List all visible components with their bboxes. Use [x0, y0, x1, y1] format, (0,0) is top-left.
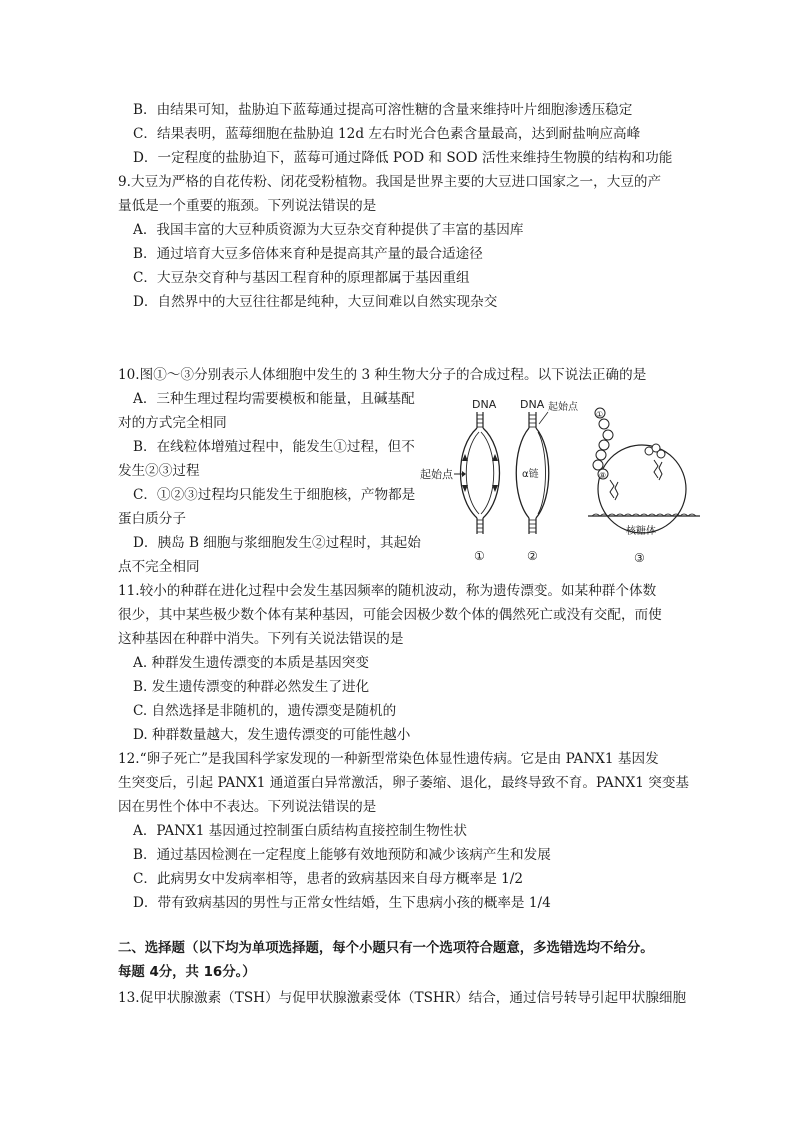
panel-label-1: ①	[474, 549, 485, 563]
panel-label-2: ②	[527, 549, 538, 563]
q10-stem: 10.图①～③分别表示人体细胞中发生的 3 种生物大分子的合成过程。以下说法正确的是	[118, 367, 647, 383]
panel-2-transcription	[516, 398, 579, 563]
q8-option-d: D．一定程度的盐胁迫下，蓝莓可通过降低 POD 和 SOD 活性来维持生物膜的结构和功能	[133, 150, 673, 166]
q12-stem-line-3: 因在男性个体中不表达。下列说法错误的是	[118, 799, 377, 815]
q13-stem-line-1: 13.促甲状腺激素（TSH）与促甲状腺激素受体（TSHR）结合，通过信号转导引起甲状腺细胞	[118, 990, 687, 1006]
q12-option-a: A．PANX1 基因通过控制蛋白质结构直接控制生物性状	[133, 823, 467, 839]
q9-stem-line-2: 量低是一个重要的瓶颈。下列说法错误的是	[118, 198, 377, 214]
q11-stem-line-1: 11.较小的种群在进化过程中会发生基因频率的随机波动，称为遗传漂变。如某种群个体数	[118, 583, 657, 599]
q9-option-b: B．通过培育大豆多倍体来育种是提高其产量的最合适途径	[133, 246, 483, 262]
q12-stem-line-2: 生突变后，引起 PANX1 通道蛋白异常激活，卵子萎缩、退化，最终导致不育。PANX1 突变基	[118, 775, 690, 791]
q10-option-b-line-1: B．在线粒体增殖过程中，能发生①过程，但不	[133, 439, 415, 455]
dna-label-1: DNA	[472, 398, 497, 411]
q10-option-c-line-1: C．①②③过程均只能发生于细胞核，产物都是	[133, 487, 416, 503]
alpha-chain-label: α链	[522, 469, 539, 480]
origin-label-top: 起始点	[548, 402, 578, 413]
section-2-heading-line-2: 每题 4分，共 16分。）	[118, 965, 256, 980]
q12-stem-line-1: 12.“卵子死亡”是我国科学家发现的一种新型常染色体显性遗传病。它是由 PANX1 基因发	[118, 751, 659, 767]
ribosome-label: 核糖体	[626, 526, 656, 537]
macromolecule-synthesis-figure	[420, 388, 710, 566]
q10-option-b-line-2: 发生②③过程	[118, 463, 200, 479]
q9-option-a: A．我国丰富的大豆种质资源为大豆杂交育种提供了丰富的基因库	[133, 222, 524, 238]
q9-stem-line-1: 9.大豆为严格的自花传粉、闭花受粉植物。我国是世界主要的大豆进口国家之一，大豆的产	[118, 174, 662, 190]
q11-stem-line-2: 很少，其中某些极少数个体有某种基因，可能会因极少数个体的偶然死亡或没有交配，而使	[118, 607, 662, 623]
section-2-heading-line-1: 二、选择题（以下均为单项选择题，每个小题只有一个选项符合题意，多选错选均不给分。	[118, 941, 654, 956]
q10-option-a-line-1: A．三种生理过程均需要模板和能量，且碱基配	[133, 391, 415, 407]
amino-acid-label-1: ①	[596, 410, 604, 419]
q11-option-a: A. 种群发生遗传漂变的本质是基因突变	[133, 655, 369, 671]
q12-option-c: C．此病男女中发病率相等，患者的致病基因来自母方概率是 1/2	[133, 871, 524, 887]
panel-3-translation	[588, 408, 700, 565]
q12-option-b: B．通过基因检测在一定程度上能够有效地预防和减少该病产生和发展	[133, 847, 551, 863]
dna-label-2: DNA	[520, 398, 545, 411]
q8-option-b: B．由结果可知，盐胁迫下蓝莓通过提高可溶性糖的含量来维持叶片细胞渗透压稳定	[133, 102, 633, 118]
amino-acid-label-8: ⑧	[599, 471, 607, 480]
q10-option-d-line-2: 点不完全相同	[118, 559, 200, 575]
q11-option-b: B. 发生遗传漂变的种群必然发生了进化	[133, 679, 370, 695]
panel-1-replication	[420, 398, 500, 563]
q11-stem-line-3: 这种基因在种群中消失。下列有关说法错误的是	[118, 631, 404, 647]
origin-label-left: 起始点	[420, 468, 453, 481]
q12-option-d: D．带有致病基因的男性与正常女性结婚，生下患病小孩的概率是 1/4	[133, 895, 551, 911]
panel-label-3: ③	[634, 551, 645, 565]
q11-option-c: C. 自然选择是非随机的，遗传漂变是随机的	[133, 703, 397, 719]
q10-option-c-line-2: 蛋白质分子	[118, 511, 186, 527]
q9-option-c: C．大豆杂交育种与基因工程育种的原理都属于基因重组	[133, 270, 470, 286]
q10-option-d-line-1: D．胰岛 B 细胞与浆细胞发生②过程时，其起始	[133, 535, 421, 551]
q11-option-d: D. 种群数量越大，发生遗传漂变的可能性越小	[133, 727, 411, 743]
q10-option-a-line-2: 对的方式完全相同	[118, 415, 227, 431]
q9-option-d: D．自然界中的大豆往往都是纯种，大豆间难以自然实现杂交	[133, 294, 498, 310]
q8-option-c: C．结果表明，蓝莓细胞在盐胁迫 12d 左右时光合色素含量最高，达到耐盐响应高峰	[133, 126, 641, 142]
